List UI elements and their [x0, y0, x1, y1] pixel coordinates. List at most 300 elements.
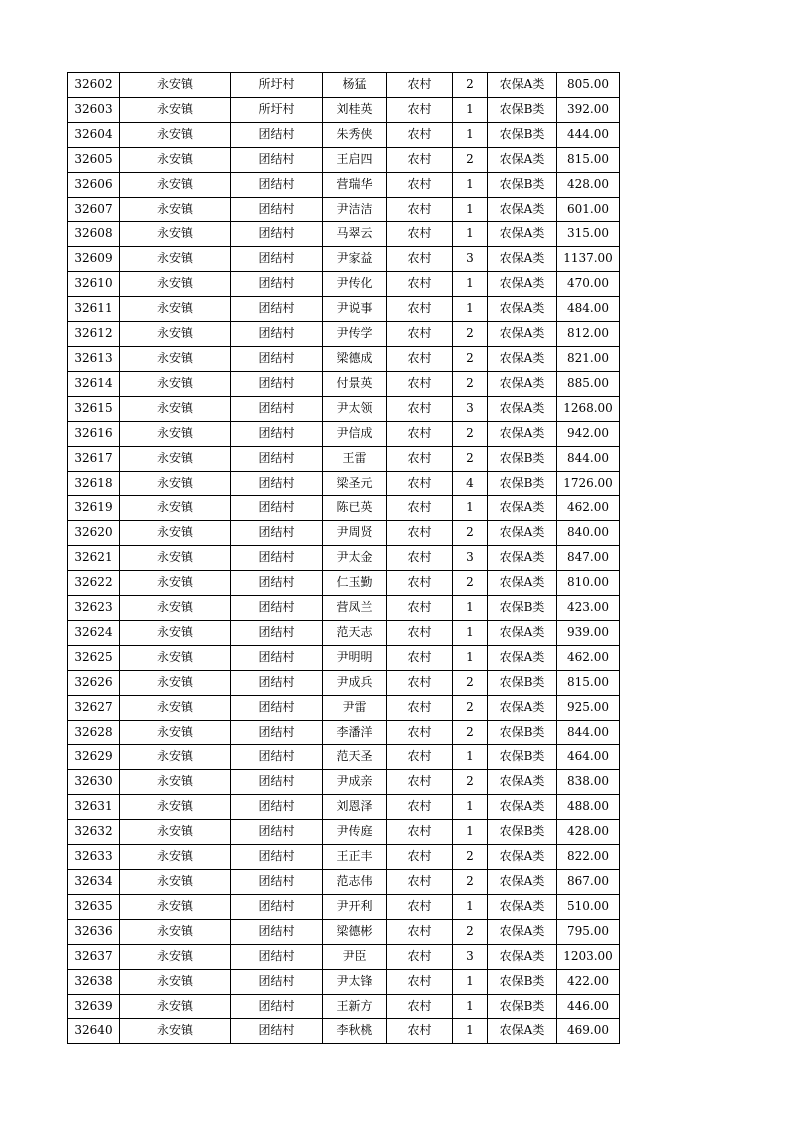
household-type-cell: 农村 — [387, 222, 453, 247]
name-cell: 李潘洋 — [323, 720, 387, 745]
amount-cell: 423.00 — [557, 596, 620, 621]
amount-cell: 601.00 — [557, 197, 620, 222]
name-cell: 范天志 — [323, 620, 387, 645]
member-count-cell: 2 — [453, 571, 488, 596]
amount-cell: 844.00 — [557, 720, 620, 745]
household-type-cell: 农村 — [387, 919, 453, 944]
category-cell: 农保B类 — [488, 745, 557, 770]
name-cell: 范天圣 — [323, 745, 387, 770]
name-cell: 尹家益 — [323, 247, 387, 272]
name-cell: 梁德彬 — [323, 919, 387, 944]
name-cell: 尹明明 — [323, 645, 387, 670]
village-cell: 团结村 — [231, 1019, 323, 1044]
household-type-cell: 农村 — [387, 670, 453, 695]
name-cell: 王启四 — [323, 147, 387, 172]
village-cell: 团结村 — [231, 670, 323, 695]
table-row — [68, 197, 620, 222]
member-count-cell: 2 — [453, 421, 488, 446]
household-type-cell: 农村 — [387, 546, 453, 571]
town-cell: 永安镇 — [120, 272, 231, 297]
data-table — [67, 72, 620, 1044]
town-cell: 永安镇 — [120, 919, 231, 944]
record-id-cell: 32638 — [68, 969, 120, 994]
village-cell: 团结村 — [231, 596, 323, 621]
member-count-cell: 1 — [453, 969, 488, 994]
record-id-cell: 32611 — [68, 297, 120, 322]
town-cell: 永安镇 — [120, 496, 231, 521]
amount-cell: 1726.00 — [557, 471, 620, 496]
village-cell: 团结村 — [231, 446, 323, 471]
record-id-cell: 32624 — [68, 620, 120, 645]
category-cell: 农保A类 — [488, 870, 557, 895]
household-type-cell: 农村 — [387, 969, 453, 994]
record-id-cell: 32639 — [68, 994, 120, 1019]
village-cell: 团结村 — [231, 521, 323, 546]
record-id-cell: 32605 — [68, 147, 120, 172]
amount-cell: 821.00 — [557, 346, 620, 371]
household-type-cell: 农村 — [387, 596, 453, 621]
member-count-cell: 2 — [453, 670, 488, 695]
household-type-cell: 农村 — [387, 297, 453, 322]
household-type-cell: 农村 — [387, 944, 453, 969]
record-id-cell: 32603 — [68, 97, 120, 122]
record-id-cell: 32614 — [68, 371, 120, 396]
village-cell: 团结村 — [231, 222, 323, 247]
amount-cell: 838.00 — [557, 770, 620, 795]
member-count-cell: 1 — [453, 197, 488, 222]
record-id-cell: 32604 — [68, 122, 120, 147]
village-cell: 团结村 — [231, 944, 323, 969]
category-cell: 农保A类 — [488, 496, 557, 521]
category-cell: 农保A类 — [488, 297, 557, 322]
table-row — [68, 147, 620, 172]
household-type-cell: 农村 — [387, 247, 453, 272]
name-cell: 尹太锋 — [323, 969, 387, 994]
table-row — [68, 346, 620, 371]
category-cell: 农保A类 — [488, 620, 557, 645]
category-cell: 农保B类 — [488, 596, 557, 621]
village-cell: 团结村 — [231, 197, 323, 222]
record-id-cell: 32626 — [68, 670, 120, 695]
member-count-cell: 1 — [453, 496, 488, 521]
household-type-cell: 农村 — [387, 720, 453, 745]
village-cell: 团结村 — [231, 870, 323, 895]
table-row — [68, 845, 620, 870]
amount-cell: 392.00 — [557, 97, 620, 122]
table-row — [68, 122, 620, 147]
village-cell: 所圩村 — [231, 73, 323, 98]
record-id-cell: 32615 — [68, 396, 120, 421]
amount-cell: 462.00 — [557, 496, 620, 521]
category-cell: 农保A类 — [488, 845, 557, 870]
table-row — [68, 222, 620, 247]
village-cell: 团结村 — [231, 396, 323, 421]
town-cell: 永安镇 — [120, 247, 231, 272]
name-cell: 范志伟 — [323, 870, 387, 895]
town-cell: 永安镇 — [120, 870, 231, 895]
village-cell: 团结村 — [231, 820, 323, 845]
name-cell: 尹臣 — [323, 944, 387, 969]
member-count-cell: 2 — [453, 322, 488, 347]
town-cell: 永安镇 — [120, 197, 231, 222]
table-row — [68, 396, 620, 421]
town-cell: 永安镇 — [120, 147, 231, 172]
household-type-cell: 农村 — [387, 994, 453, 1019]
category-cell: 农保A类 — [488, 521, 557, 546]
table-row — [68, 596, 620, 621]
table-row — [68, 645, 620, 670]
town-cell: 永安镇 — [120, 546, 231, 571]
household-type-cell: 农村 — [387, 620, 453, 645]
name-cell: 尹说事 — [323, 297, 387, 322]
village-cell: 团结村 — [231, 346, 323, 371]
table-row — [68, 446, 620, 471]
household-type-cell: 农村 — [387, 1019, 453, 1044]
record-id-cell: 32633 — [68, 845, 120, 870]
household-type-cell: 农村 — [387, 820, 453, 845]
village-cell: 团结村 — [231, 919, 323, 944]
member-count-cell: 1 — [453, 596, 488, 621]
town-cell: 永安镇 — [120, 845, 231, 870]
amount-cell: 844.00 — [557, 446, 620, 471]
household-type-cell: 农村 — [387, 645, 453, 670]
category-cell: 农保B类 — [488, 720, 557, 745]
town-cell: 永安镇 — [120, 471, 231, 496]
category-cell: 农保A类 — [488, 795, 557, 820]
table-row — [68, 870, 620, 895]
member-count-cell: 2 — [453, 446, 488, 471]
category-cell: 农保A类 — [488, 919, 557, 944]
household-type-cell: 农村 — [387, 197, 453, 222]
town-cell: 永安镇 — [120, 122, 231, 147]
member-count-cell: 2 — [453, 147, 488, 172]
town-cell: 永安镇 — [120, 571, 231, 596]
table-row — [68, 1019, 620, 1044]
category-cell: 农保B类 — [488, 97, 557, 122]
table-row — [68, 745, 620, 770]
member-count-cell: 2 — [453, 870, 488, 895]
town-cell: 永安镇 — [120, 695, 231, 720]
table-row — [68, 770, 620, 795]
category-cell: 农保A类 — [488, 421, 557, 446]
name-cell: 尹传化 — [323, 272, 387, 297]
name-cell: 王正丰 — [323, 845, 387, 870]
record-id-cell: 32608 — [68, 222, 120, 247]
town-cell: 永安镇 — [120, 421, 231, 446]
household-type-cell: 农村 — [387, 97, 453, 122]
table-row — [68, 521, 620, 546]
member-count-cell: 2 — [453, 845, 488, 870]
table-row — [68, 720, 620, 745]
household-type-cell: 农村 — [387, 272, 453, 297]
table-row — [68, 546, 620, 571]
amount-cell: 805.00 — [557, 73, 620, 98]
town-cell: 永安镇 — [120, 297, 231, 322]
town-cell: 永安镇 — [120, 720, 231, 745]
table-row — [68, 969, 620, 994]
town-cell: 永安镇 — [120, 745, 231, 770]
village-cell: 团结村 — [231, 172, 323, 197]
amount-cell: 840.00 — [557, 521, 620, 546]
town-cell: 永安镇 — [120, 322, 231, 347]
amount-cell: 815.00 — [557, 147, 620, 172]
household-type-cell: 农村 — [387, 770, 453, 795]
category-cell: 农保A类 — [488, 396, 557, 421]
village-cell: 团结村 — [231, 894, 323, 919]
table-row — [68, 620, 620, 645]
village-cell: 团结村 — [231, 147, 323, 172]
amount-cell: 812.00 — [557, 322, 620, 347]
record-id-cell: 32609 — [68, 247, 120, 272]
name-cell: 杨猛 — [323, 73, 387, 98]
name-cell: 尹太领 — [323, 396, 387, 421]
amount-cell: 942.00 — [557, 421, 620, 446]
amount-cell: 488.00 — [557, 795, 620, 820]
member-count-cell: 1 — [453, 795, 488, 820]
category-cell: 农保B类 — [488, 969, 557, 994]
category-cell: 农保A类 — [488, 695, 557, 720]
table-row — [68, 894, 620, 919]
name-cell: 李秋桃 — [323, 1019, 387, 1044]
household-type-cell: 农村 — [387, 396, 453, 421]
household-type-cell: 农村 — [387, 371, 453, 396]
member-count-cell: 3 — [453, 247, 488, 272]
record-id-cell: 32617 — [68, 446, 120, 471]
household-type-cell: 农村 — [387, 571, 453, 596]
name-cell: 尹洁洁 — [323, 197, 387, 222]
member-count-cell: 2 — [453, 720, 488, 745]
town-cell: 永安镇 — [120, 645, 231, 670]
household-type-cell: 农村 — [387, 172, 453, 197]
town-cell: 永安镇 — [120, 596, 231, 621]
record-id-cell: 32619 — [68, 496, 120, 521]
member-count-cell: 1 — [453, 97, 488, 122]
record-id-cell: 32618 — [68, 471, 120, 496]
amount-cell: 428.00 — [557, 172, 620, 197]
village-cell: 团结村 — [231, 546, 323, 571]
record-id-cell: 32629 — [68, 745, 120, 770]
household-type-cell: 农村 — [387, 122, 453, 147]
village-cell: 团结村 — [231, 571, 323, 596]
member-count-cell: 1 — [453, 222, 488, 247]
name-cell: 尹成兵 — [323, 670, 387, 695]
record-id-cell: 32606 — [68, 172, 120, 197]
village-cell: 团结村 — [231, 371, 323, 396]
village-cell: 团结村 — [231, 272, 323, 297]
amount-cell: 1203.00 — [557, 944, 620, 969]
town-cell: 永安镇 — [120, 396, 231, 421]
amount-cell: 867.00 — [557, 870, 620, 895]
name-cell: 王新方 — [323, 994, 387, 1019]
name-cell: 马翠云 — [323, 222, 387, 247]
name-cell: 尹周贤 — [323, 521, 387, 546]
name-cell: 陈已英 — [323, 496, 387, 521]
household-type-cell: 农村 — [387, 695, 453, 720]
member-count-cell: 1 — [453, 745, 488, 770]
town-cell: 永安镇 — [120, 894, 231, 919]
table-row — [68, 371, 620, 396]
town-cell: 永安镇 — [120, 97, 231, 122]
household-type-cell: 农村 — [387, 346, 453, 371]
town-cell: 永安镇 — [120, 820, 231, 845]
amount-cell: 810.00 — [557, 571, 620, 596]
table-row — [68, 97, 620, 122]
amount-cell: 1268.00 — [557, 396, 620, 421]
table-row — [68, 73, 620, 98]
town-cell: 永安镇 — [120, 620, 231, 645]
record-id-cell: 32634 — [68, 870, 120, 895]
category-cell: 农保A类 — [488, 147, 557, 172]
member-count-cell: 2 — [453, 770, 488, 795]
member-count-cell: 1 — [453, 645, 488, 670]
village-cell: 团结村 — [231, 695, 323, 720]
category-cell: 农保A类 — [488, 272, 557, 297]
member-count-cell: 2 — [453, 919, 488, 944]
record-id-cell: 32630 — [68, 770, 120, 795]
table-row — [68, 322, 620, 347]
name-cell: 营凤兰 — [323, 596, 387, 621]
name-cell: 尹传学 — [323, 322, 387, 347]
category-cell: 农保B类 — [488, 994, 557, 1019]
village-cell: 团结村 — [231, 322, 323, 347]
record-id-cell: 32607 — [68, 197, 120, 222]
table-row — [68, 571, 620, 596]
amount-cell: 446.00 — [557, 994, 620, 1019]
household-type-cell: 农村 — [387, 521, 453, 546]
town-cell: 永安镇 — [120, 172, 231, 197]
record-id-cell: 32632 — [68, 820, 120, 845]
category-cell: 农保A类 — [488, 571, 557, 596]
record-id-cell: 32631 — [68, 795, 120, 820]
amount-cell: 315.00 — [557, 222, 620, 247]
village-cell: 团结村 — [231, 297, 323, 322]
village-cell: 团结村 — [231, 620, 323, 645]
town-cell: 永安镇 — [120, 969, 231, 994]
category-cell: 农保B类 — [488, 471, 557, 496]
record-id-cell: 32640 — [68, 1019, 120, 1044]
amount-cell: 470.00 — [557, 272, 620, 297]
record-id-cell: 32616 — [68, 421, 120, 446]
record-id-cell: 32635 — [68, 894, 120, 919]
town-cell: 永安镇 — [120, 944, 231, 969]
record-id-cell: 32620 — [68, 521, 120, 546]
member-count-cell: 2 — [453, 371, 488, 396]
amount-cell: 428.00 — [557, 820, 620, 845]
town-cell: 永安镇 — [120, 994, 231, 1019]
village-cell: 团结村 — [231, 845, 323, 870]
category-cell: 农保A类 — [488, 944, 557, 969]
member-count-cell: 2 — [453, 695, 488, 720]
town-cell: 永安镇 — [120, 770, 231, 795]
category-cell: 农保A类 — [488, 247, 557, 272]
amount-cell: 422.00 — [557, 969, 620, 994]
household-type-cell: 农村 — [387, 446, 453, 471]
table-row — [68, 172, 620, 197]
member-count-cell: 1 — [453, 994, 488, 1019]
category-cell: 农保A类 — [488, 770, 557, 795]
town-cell: 永安镇 — [120, 521, 231, 546]
record-id-cell: 32628 — [68, 720, 120, 745]
village-cell: 团结村 — [231, 247, 323, 272]
amount-cell: 815.00 — [557, 670, 620, 695]
household-type-cell: 农村 — [387, 471, 453, 496]
name-cell: 尹开利 — [323, 894, 387, 919]
name-cell: 仁玉勤 — [323, 571, 387, 596]
amount-cell: 462.00 — [557, 645, 620, 670]
category-cell: 农保A类 — [488, 546, 557, 571]
table-row — [68, 272, 620, 297]
table-row — [68, 496, 620, 521]
amount-cell: 444.00 — [557, 122, 620, 147]
table-row — [68, 695, 620, 720]
household-type-cell: 农村 — [387, 147, 453, 172]
name-cell: 梁德成 — [323, 346, 387, 371]
category-cell: 农保B类 — [488, 446, 557, 471]
category-cell: 农保B类 — [488, 670, 557, 695]
household-type-cell: 农村 — [387, 845, 453, 870]
village-cell: 团结村 — [231, 645, 323, 670]
record-id-cell: 32627 — [68, 695, 120, 720]
record-id-cell: 32625 — [68, 645, 120, 670]
category-cell: 农保A类 — [488, 73, 557, 98]
member-count-cell: 1 — [453, 620, 488, 645]
table-row — [68, 820, 620, 845]
member-count-cell: 1 — [453, 894, 488, 919]
town-cell: 永安镇 — [120, 1019, 231, 1044]
member-count-cell: 3 — [453, 396, 488, 421]
name-cell: 尹雷 — [323, 695, 387, 720]
category-cell: 农保A类 — [488, 645, 557, 670]
village-cell: 团结村 — [231, 122, 323, 147]
household-type-cell: 农村 — [387, 421, 453, 446]
member-count-cell: 3 — [453, 944, 488, 969]
member-count-cell: 1 — [453, 820, 488, 845]
name-cell: 尹成亲 — [323, 770, 387, 795]
amount-cell: 510.00 — [557, 894, 620, 919]
household-type-cell: 农村 — [387, 73, 453, 98]
name-cell: 刘桂英 — [323, 97, 387, 122]
town-cell: 永安镇 — [120, 73, 231, 98]
record-id-cell: 32612 — [68, 322, 120, 347]
table-row — [68, 919, 620, 944]
table-row — [68, 994, 620, 1019]
town-cell: 永安镇 — [120, 670, 231, 695]
household-type-cell: 农村 — [387, 795, 453, 820]
table-row — [68, 795, 620, 820]
table-row — [68, 297, 620, 322]
record-id-cell: 32637 — [68, 944, 120, 969]
table-row — [68, 421, 620, 446]
village-cell: 团结村 — [231, 720, 323, 745]
name-cell: 梁圣元 — [323, 471, 387, 496]
town-cell: 永安镇 — [120, 446, 231, 471]
name-cell: 尹信成 — [323, 421, 387, 446]
name-cell: 付景英 — [323, 371, 387, 396]
amount-cell: 464.00 — [557, 745, 620, 770]
record-id-cell: 32610 — [68, 272, 120, 297]
name-cell: 朱秀侠 — [323, 122, 387, 147]
name-cell: 尹太金 — [323, 546, 387, 571]
record-id-cell: 32621 — [68, 546, 120, 571]
category-cell: 农保B类 — [488, 122, 557, 147]
town-cell: 永安镇 — [120, 795, 231, 820]
member-count-cell: 1 — [453, 1019, 488, 1044]
name-cell: 王雷 — [323, 446, 387, 471]
member-count-cell: 2 — [453, 346, 488, 371]
category-cell: 农保B类 — [488, 820, 557, 845]
table-row — [68, 944, 620, 969]
amount-cell: 925.00 — [557, 695, 620, 720]
